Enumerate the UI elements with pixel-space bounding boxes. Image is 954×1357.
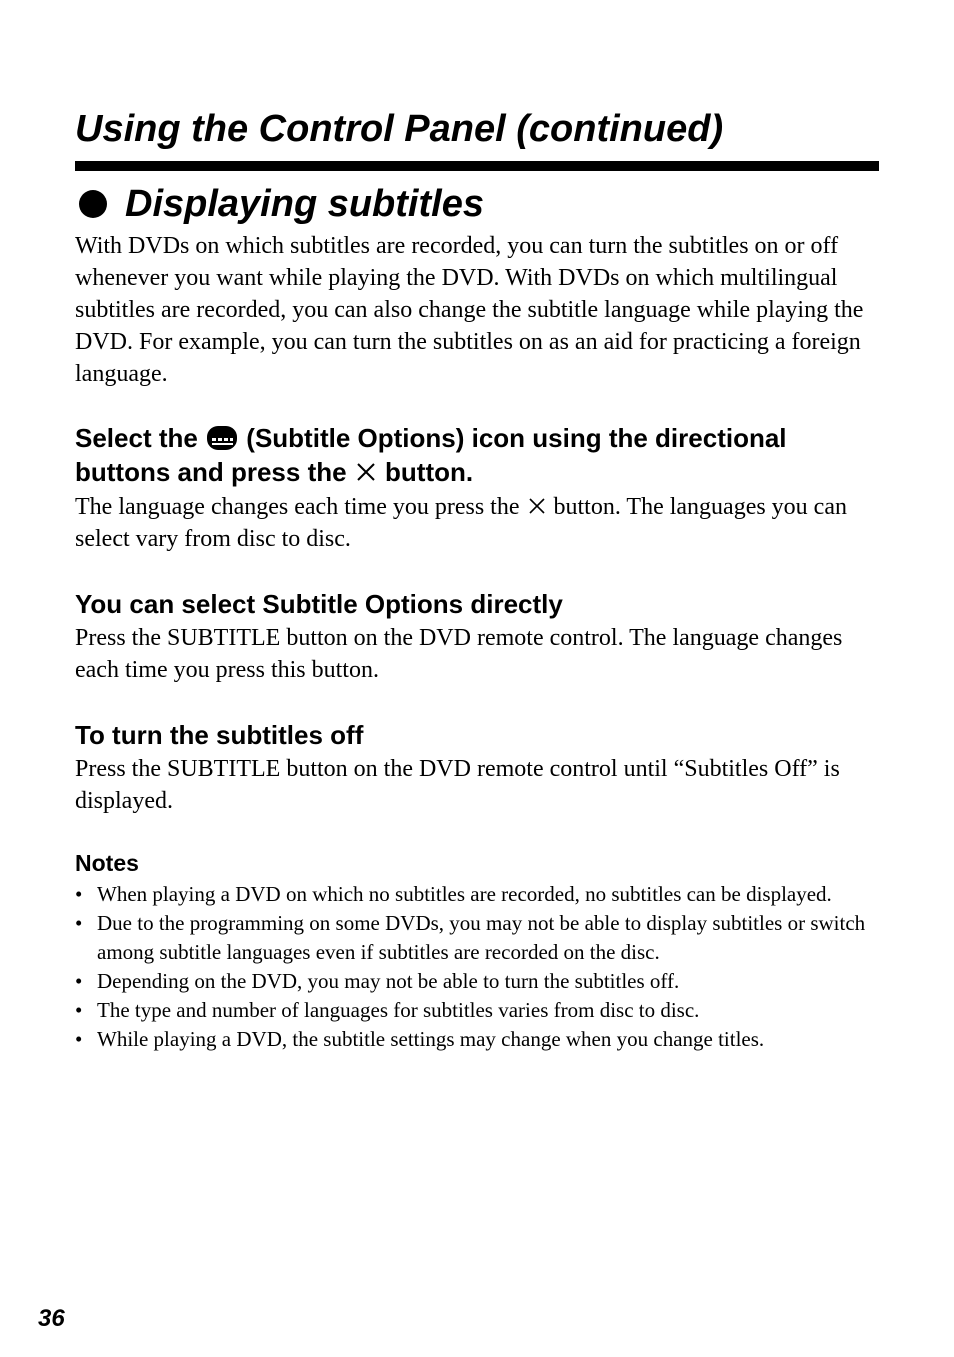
step-body-part1: The language changes each time you press the <box>75 494 520 520</box>
subtitle-options-icon <box>205 425 239 451</box>
section-title: Using the Control Panel (continued) <box>75 108 724 150</box>
cross-button-icon <box>528 492 546 510</box>
turn-off-body: Press the SUBTITLE button on the DVD remote control until “Subtitles Off” is displayed. <box>75 756 840 814</box>
direct-selection-heading: You can select Subtitle Options directly <box>75 589 563 619</box>
note-item: • While playing a DVD, the subtitle settings may change when you change titles. <box>75 1025 879 1054</box>
note-item: • The type and number of languages for subtitles varies from disc to disc. <box>75 996 879 1025</box>
section-rule <box>75 161 879 171</box>
direct-selection-body: Press the SUBTITLE button on the DVD remote control. The language changes each time you press this button. <box>75 625 843 683</box>
intro-paragraph: With DVDs on which subtitles are recorded, you can turn the subtitles on or off whenever you want while playing the DVD. With DVDs on which multilingual subtitles are recorded, you can also change the subtitle language while playing the DVD. For example, you can turn the subtitles on as an aid for practicing a foreign language. <box>75 233 864 387</box>
note-item: • When playing a DVD on which no subtitles are recorded, no subtitles can be displayed. <box>75 880 879 909</box>
cross-button-icon <box>356 456 376 476</box>
filled-circle-icon <box>79 190 107 218</box>
subsection-title <box>75 180 484 228</box>
subsection-title-text: Displaying subtitles <box>125 183 484 225</box>
notes-heading: Notes <box>75 850 139 876</box>
note-item: • Depending on the DVD, you may not be able to turn the subtitles off. <box>75 967 879 996</box>
notes-list <box>75 880 879 1054</box>
step-heading <box>75 421 879 489</box>
step-body <box>75 491 879 555</box>
note-item: • Due to the programming on some DVDs, you may not be able to display subtitles or switch among subtitle languages even if subtitles are recorded on the disc. <box>75 909 879 967</box>
step-heading-part1: Select the <box>75 423 198 453</box>
turn-off-heading: To turn the subtitles off <box>75 720 364 750</box>
step-heading-part3: button. <box>385 457 474 487</box>
step-heading-part2: (Subtitle Options) icon using the directional buttons and press the <box>75 423 787 487</box>
page-number: 36 <box>38 1305 65 1332</box>
step-body-part2: button. The languages you can select vary from disc to disc. <box>75 494 847 552</box>
